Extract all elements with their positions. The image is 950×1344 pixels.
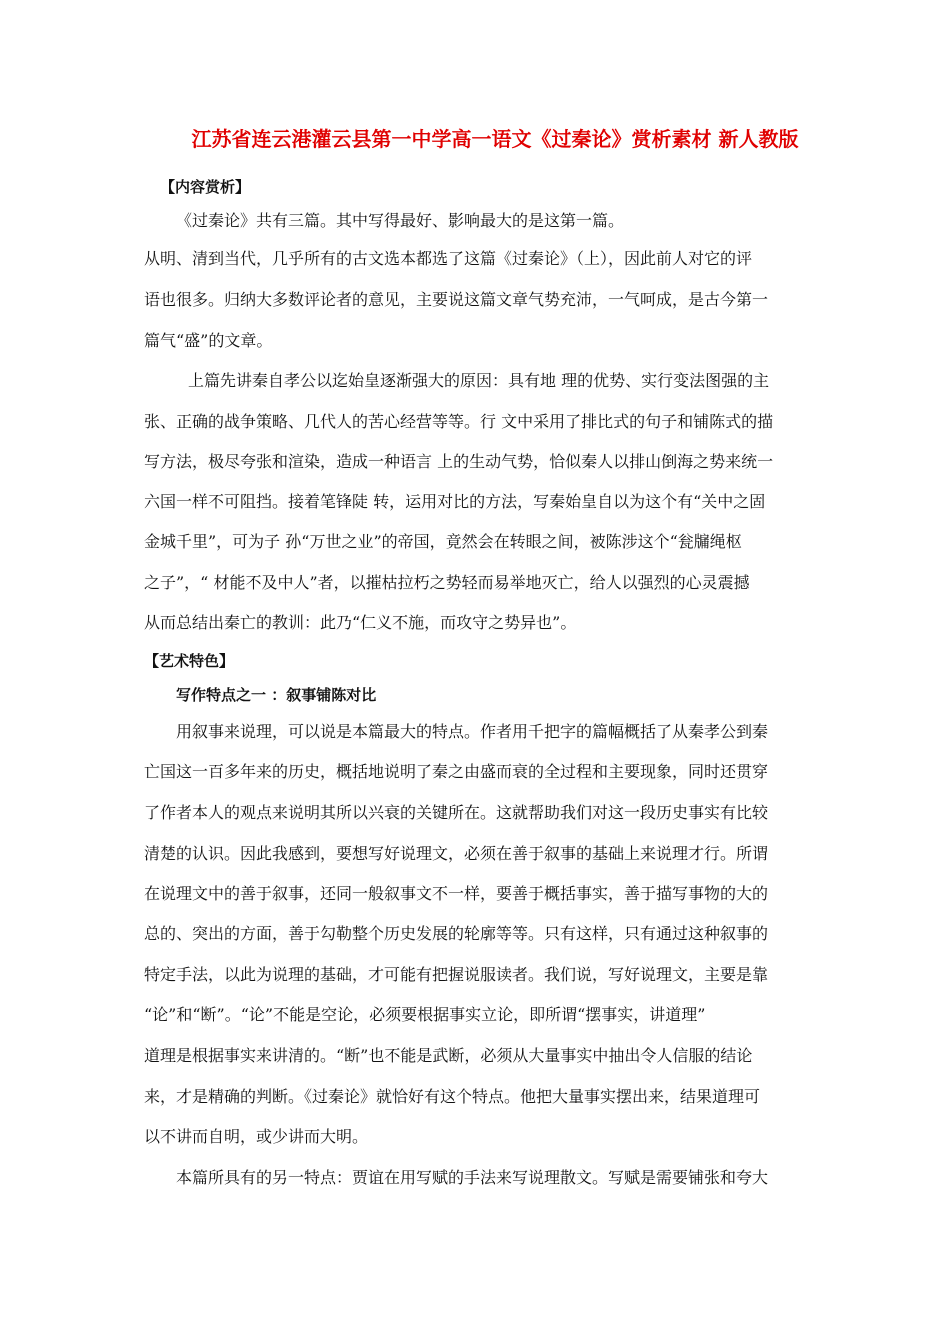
paragraph-line: 《过秦论》共有三篇。其中写得最好、影响最大的是这第一篇。 [176, 211, 625, 230]
paragraph-line: 道理是根据事实来讲清的。“断”也不能是武断，必须从大量事实中抽出令人信服的结论 [144, 1046, 753, 1065]
paragraph-line: 写方法，极尽夸张和渲染，造成一种语言 上的生动气势，恰似秦人以排山倒海之势来统一 [144, 452, 774, 471]
paragraph-line: 之子”，“ 材能不及中人”者，以摧枯拉朽之势轻而易举地灭亡，给人以强烈的心灵震撼 [144, 573, 750, 592]
paragraph-line: “论”和“断”。“论”不能是空论，必须要根据事实立论，即所谓“摆事实，讲道理” [144, 1005, 706, 1024]
paragraph-line: 以不讲而自明，或少讲而大明。 [144, 1127, 369, 1146]
paragraph-line: 语也很多。归纳大多数评论者的意见，主要说这篇文章气势充沛，一气呵成，是古今第一 [144, 290, 769, 309]
section-heading-content: 【内容赏析】 [160, 178, 251, 196]
paragraph-line: 总的、突出的方面，善于勾勒整个历史发展的轮廓等等。只有这样，只有通过这种叙事的 [144, 924, 769, 943]
paragraph-line: 从明、清到当代，几乎所有的古文选本都选了这篇《过秦论》（上），因此前人对它的评 [144, 249, 753, 268]
paragraph-line: 清楚的认识。因此我感到，要想写好说理文，必须在善于叙事的基础上来说理才行。所谓 [144, 844, 769, 863]
section-heading-art: 【艺术特色】 [144, 652, 235, 670]
subheading: 写作特点之一 ：叙事铺陈对比 [176, 686, 377, 704]
paragraph-line: 金城千里”，可为子 孙“万世之业”的帝国，竟然会在转眼之间，被陈涉这个“瓮牖绳枢 [144, 532, 742, 551]
paragraph-line: 本篇所具有的另一特点：贾谊在用写赋的手法来写说理散文。写赋是需要铺张和夸大 [176, 1168, 769, 1187]
paragraph-line: 亡国这一百多年来的历史，概括地说明了秦之由盛而衰的全过程和主要现象，同时还贯穿 [144, 762, 769, 781]
paragraph-line: 来，才是精确的判断。《过秦论》就恰好有这个特点。他把大量事实摆出来，结果道理可 [144, 1087, 761, 1106]
paragraph-line: 在说理文中的善于叙事，还同一般叙事文不一样，要善于概括事实，善于描写事物的大的 [144, 884, 769, 903]
paragraph-line: 了作者本人的观点来说明其所以兴衰的关键所在。这就帮助我们对这一段历史事实有比较 [144, 803, 769, 822]
paragraph-line: 张、正确的战争策略、几代人的苦心经营等等。行 文中采用了排比式的句子和铺陈式的描 [144, 412, 774, 431]
document-title: 江苏省连云港灌云县第一中学高一语文《过秦论》赏析素材 新人教版 [191, 127, 799, 151]
paragraph-line: 上篇先讲秦自孝公以迄始皇逐渐强大的原因：具有地 理的优势、实行变法图强的主 [188, 371, 770, 390]
paragraph-line: 篇气“盛”的文章。 [144, 331, 273, 350]
paragraph-line: 用叙事来说理，可以说是本篇最大的特点。作者用千把字的篇幅概括了从秦孝公到秦 [176, 722, 769, 741]
paragraph-line: 六国一样不可阻挡。接着笔锋陡 转，运用对比的方法，写秦始皇自以为这个有“关中之固 [144, 492, 766, 511]
paragraph-line: 特定手法，以此为说理的基础，才可能有把握说服读者。我们说，写好说理文，主要是靠 [144, 965, 769, 984]
paragraph-line: 从而总结出秦亡的教训：此乃“仁义不施，而攻守之势异也”。 [144, 613, 577, 632]
